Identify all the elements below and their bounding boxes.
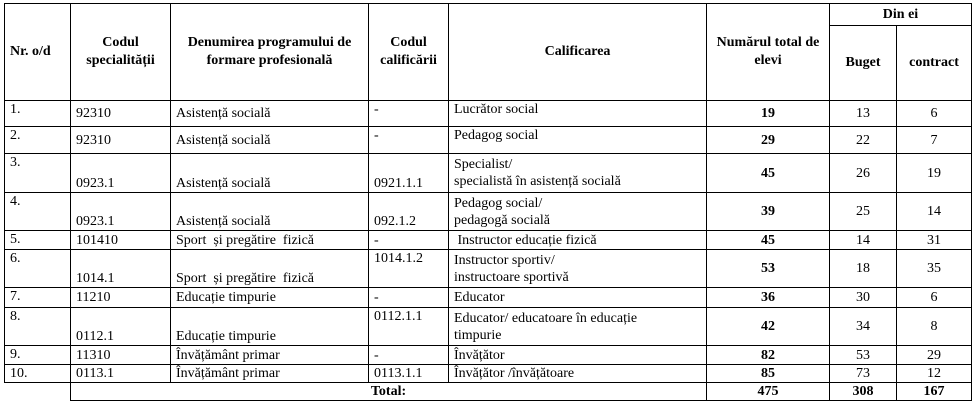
cell-cod-specialitate: 92310 (71, 127, 171, 154)
cell-total: 36 (707, 288, 830, 308)
cell-nr: 9. (5, 346, 71, 365)
cell-calificarea-line2: pedagogă socială (454, 212, 551, 228)
header-numar-total: Numărul total de elevi (707, 4, 830, 101)
cell-calificarea (449, 193, 707, 231)
header-contract: contract (897, 26, 972, 101)
cell-nr: 7. (5, 288, 71, 308)
header-cod-calificare: Codul calificării (369, 4, 449, 101)
cell-nr: 3. (5, 154, 71, 193)
table-row (5, 346, 972, 365)
cell-buget: 18 (830, 250, 897, 288)
cell-cod-calificare: 1014.1.2 (369, 250, 449, 288)
cell-cod-calificare: - (369, 231, 449, 250)
cell-cod-specialitate: 0113.1 (71, 365, 171, 383)
header-nr: Nr. o/d (5, 4, 71, 101)
table-row (5, 308, 972, 346)
cell-total: 53 (707, 250, 830, 288)
cell-buget: 14 (830, 231, 897, 250)
cell-buget: 13 (830, 101, 897, 127)
table-row (5, 101, 972, 127)
cell-calificarea: Educator (449, 288, 707, 308)
cell-denumire: Asistență socială (171, 101, 369, 127)
totals-contract: 167 (897, 383, 972, 401)
cell-cod-calificare: 092.1.2 (369, 193, 449, 231)
cell-cod-calificare: 0921.1.1 (369, 154, 449, 193)
cell-cod-specialitate: 11210 (71, 288, 171, 308)
cell-cod-specialitate: 0112.1 (71, 308, 171, 346)
cell-denumire: Asistență socială (171, 154, 369, 193)
cell-contract: 8 (897, 308, 972, 346)
cell-contract: 6 (897, 101, 972, 127)
cell-cod-calificare: - (369, 288, 449, 308)
cell-buget: 53 (830, 346, 897, 365)
table-row (5, 127, 972, 154)
cell-nr: 4. (5, 193, 71, 231)
cell-calificarea-line1: Pedagog social/ (454, 195, 543, 211)
cell-total: 45 (707, 231, 830, 250)
cell-contract: 19 (897, 154, 972, 193)
cell-calificarea-line1: Educator/ educatoare în educație (454, 310, 638, 326)
cell-contract: 29 (897, 346, 972, 365)
totals-buget: 308 (830, 383, 897, 401)
cell-total: 42 (707, 308, 830, 346)
cell-cod-specialitate: 101410 (71, 231, 171, 250)
cell-calificarea-line2: specialistă în asistență socială (454, 174, 621, 189)
totals-total: 475 (707, 383, 830, 401)
cell-calificarea (449, 308, 707, 346)
cell-nr: 10. (5, 365, 71, 383)
cell-calificarea-line1: Specialist/ (454, 157, 513, 172)
cell-buget: 26 (830, 154, 897, 193)
cell-calificarea: Pedagog social (449, 127, 707, 154)
table-row (5, 365, 972, 383)
cell-buget: 30 (830, 288, 897, 308)
cell-denumire: Asistență socială (171, 193, 369, 231)
cell-calificarea-line2: instructoare sportivă (454, 269, 569, 285)
cell-buget: 22 (830, 127, 897, 154)
cell-nr: 2. (5, 127, 71, 154)
cell-contract: 6 (897, 288, 972, 308)
cell-total: 29 (707, 127, 830, 154)
cell-cod-calificare: - (369, 127, 449, 154)
cell-total: 85 (707, 365, 830, 383)
table-row (5, 154, 972, 193)
cell-buget: 25 (830, 193, 897, 231)
cell-total: 45 (707, 154, 830, 193)
cell-denumire: Asistență socială (171, 127, 369, 154)
cell-calificarea (449, 250, 707, 288)
cell-cod-specialitate: 11310 (71, 346, 171, 365)
table-row (5, 250, 972, 288)
cell-calificarea-line2: timpurie (454, 327, 502, 343)
enrollment-table-container (4, 3, 972, 401)
cell-denumire: Învățământ primar (171, 365, 369, 383)
cell-calificarea: Învățător (449, 346, 707, 365)
cell-denumire: Învățământ primar (171, 346, 369, 365)
header-buget: Buget (830, 26, 897, 101)
header-calificarea: Calificarea (449, 4, 707, 101)
cell-cod-specialitate: 92310 (71, 101, 171, 127)
table-row (5, 231, 972, 250)
table-row (5, 288, 972, 308)
cell-contract: 35 (897, 250, 972, 288)
cell-calificarea: Instructor educație fizică (449, 231, 707, 250)
cell-cod-calificare: 0112.1.1 (369, 308, 449, 346)
cell-denumire: Educație timpurie (171, 288, 369, 308)
cell-calificarea: Învățător /învățătoare (449, 365, 707, 383)
cell-denumire: Sport și pregătire fizică (171, 231, 369, 250)
header-denumire-program: Denumirea programului de formare profesională (171, 4, 369, 101)
cell-cod-specialitate: 1014.1 (71, 250, 171, 288)
cell-total: 39 (707, 193, 830, 231)
cell-total: 19 (707, 101, 830, 127)
cell-cod-calificare: 0113.1.1 (369, 365, 449, 383)
cell-nr: 6. (5, 250, 71, 288)
cell-contract: 31 (897, 231, 972, 250)
cell-cod-specialitate: 0923.1 (71, 193, 171, 231)
totals-empty-cell (5, 383, 71, 401)
cell-calificarea-line1: Instructor sportiv/ (454, 252, 555, 268)
cell-cod-calificare: - (369, 346, 449, 365)
cell-cod-specialitate: 0923.1 (71, 154, 171, 193)
table-row (5, 193, 972, 231)
cell-nr: 5. (5, 231, 71, 250)
cell-denumire: Sport și pregătire fizică (171, 250, 369, 288)
cell-cod-calificare: - (369, 101, 449, 127)
cell-contract: 7 (897, 127, 972, 154)
cell-calificarea: Lucrător social (449, 101, 707, 127)
cell-buget: 34 (830, 308, 897, 346)
totals-row (5, 383, 972, 401)
cell-contract: 12 (897, 365, 972, 383)
cell-contract: 14 (897, 193, 972, 231)
cell-total: 82 (707, 346, 830, 365)
header-din-ei: Din ei (830, 4, 972, 26)
totals-label: Total: (71, 383, 707, 401)
enrollment-table (4, 3, 972, 401)
cell-nr: 8. (5, 308, 71, 346)
header-cod-specialitate: Codul specialității (71, 4, 171, 101)
cell-nr: 1. (5, 101, 71, 127)
cell-buget: 73 (830, 365, 897, 383)
cell-denumire: Educație timpurie (171, 308, 369, 346)
cell-calificarea (449, 154, 707, 193)
